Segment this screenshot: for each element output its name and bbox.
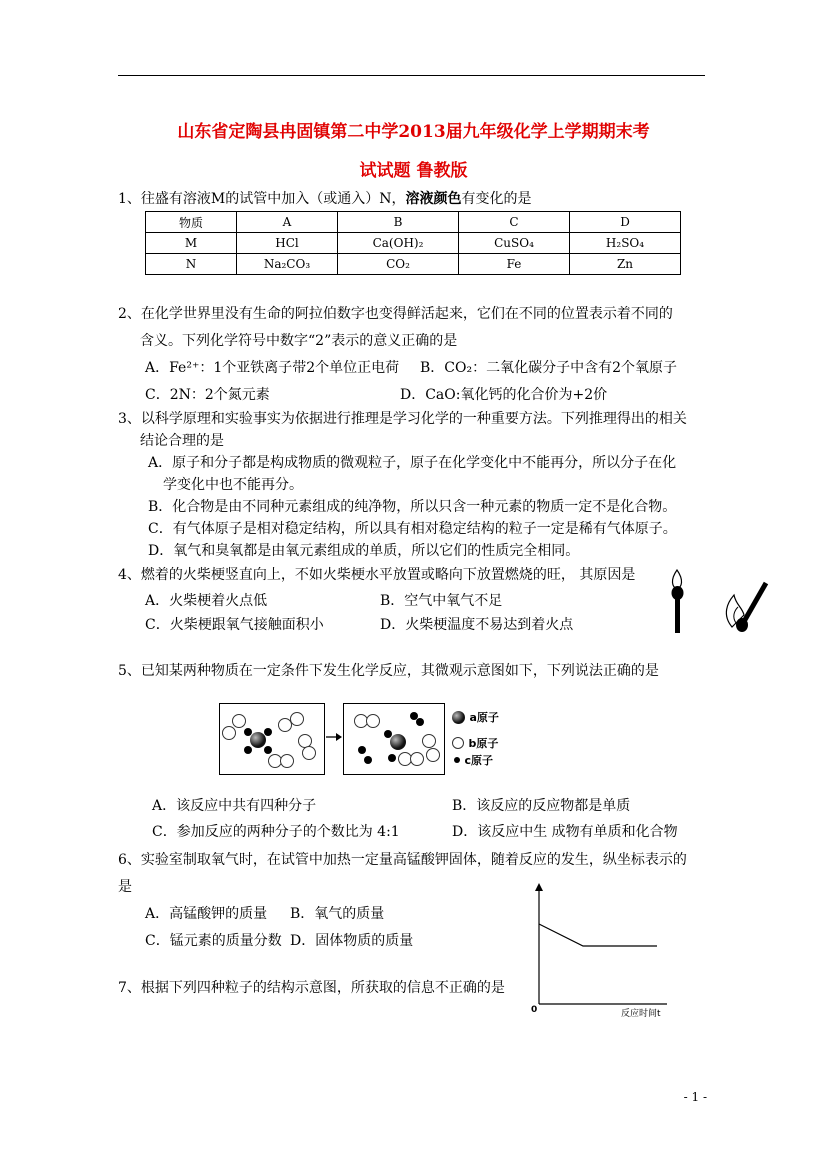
q5-option-a: A．该反应中共有四种分子 [152, 798, 317, 814]
table-cell: A [237, 212, 338, 233]
q5-option-d: D．该反应中生 成物有单质和化合物 [452, 824, 678, 840]
b-atom-icon [452, 737, 464, 749]
c-atom [264, 728, 272, 736]
y-axis-arrow-icon [535, 883, 543, 891]
graph-origin-label: 0 [531, 1005, 538, 1015]
table-row [146, 254, 681, 275]
q2-option-c: C．2N：2个氮元素 [145, 387, 270, 403]
q4-stem: 4、燃着的火柴梗竖直向上，不如火柴梗水平放置或略向下放置燃烧的旺， 其原因是 [118, 567, 636, 583]
a-atom [390, 734, 406, 750]
q6-graph [525, 880, 675, 1020]
q3-option-d: D．氧气和臭氧都是由氧元素组成的单质，所以它们的性质完全相同。 [148, 543, 580, 559]
legend-b: b原子 [452, 735, 498, 751]
q1-stem: 1、往盛有溶液M的试管中加入（或通入）N，溶液颜色有变化的是 [118, 191, 532, 207]
c-atom [264, 746, 272, 754]
q2-option-d: D．CaO:氧化钙的化合价为+2价 [400, 387, 608, 403]
table-cell: 物质 [146, 212, 237, 233]
q6-option-c: C．锰元素的质量分数 [145, 933, 282, 949]
q1-table [145, 211, 681, 275]
c-atom [384, 730, 392, 738]
a-atom-icon [452, 711, 465, 724]
table-cell: HCl [237, 233, 338, 254]
q2-option-b: B．CO₂：二氧化碳分子中含有2个氧原子 [420, 360, 677, 376]
b-atom [232, 714, 246, 728]
b-atom [366, 714, 380, 728]
q5-option-b: B．该反应的反应物都是单质 [452, 798, 631, 814]
table-cell: C [459, 212, 570, 233]
q6-option-b: B．氧气的质量 [290, 906, 385, 922]
b-atom [222, 726, 236, 740]
c-atom [416, 718, 424, 726]
q6-stem-line1: 6、实验室制取氧气时，在试管中加热一定量高锰酸钾固体，随着反应的发生，纵坐标表示的 [118, 852, 687, 868]
q7-stem: 7、根据下列四种粒子的结构示意图，所获取的信息不正确的是 [118, 980, 505, 996]
q4-option-d: D．火柴梗温度不易达到着火点 [380, 617, 574, 633]
c-atom [388, 754, 396, 762]
q3-option-a-line1: A．原子和分子都是构成物质的微观粒子，原子在化学变化中不能再分，所以分子在化 [148, 455, 677, 471]
table-cell: Fe [459, 254, 570, 275]
legend-a: a原子 [452, 709, 499, 725]
b-atom [280, 754, 294, 768]
b-atom [422, 734, 436, 748]
a-atom [250, 732, 266, 748]
q6-stem-line2: 是 [118, 879, 132, 895]
q6-option-a: A．高锰酸钾的质量 [145, 906, 268, 922]
page-number: - 1 - [683, 1090, 707, 1104]
c-atom [244, 746, 252, 754]
q4-option-b: B．空气中氧气不足 [380, 593, 503, 609]
q2-stem-line1: 2、在化学世界里没有生命的阿拉伯数字也变得鲜活起来，它们在不同的位置表示着不同的 [118, 306, 673, 322]
table-row [146, 212, 681, 233]
q3-option-c: C．有气体原子是相对稳定结构，所以具有相对稳定结构的粒子一定是稀有气体原子。 [148, 521, 677, 537]
header-rule [118, 75, 705, 76]
graph-x-label: 反应时间t [621, 1009, 661, 1019]
page-title-line2: 试试题 鲁教版 [359, 161, 468, 181]
c-atom [358, 746, 366, 754]
c-atom [364, 756, 372, 764]
table-cell: H₂SO₄ [570, 233, 681, 254]
tilted-match-icon [726, 583, 766, 632]
table-cell: CO₂ [338, 254, 459, 275]
table-cell: D [570, 212, 681, 233]
c-atom-icon [454, 757, 460, 763]
b-atom [302, 746, 316, 760]
reaction-arrow-icon [325, 730, 343, 744]
b-atom [426, 748, 440, 762]
page-title-line1: 山东省定陶县冉固镇第二中学2013届九年级化学上学期期末考 [177, 122, 650, 142]
table-cell: Zn [570, 254, 681, 275]
b-atom [410, 752, 424, 766]
q3-option-a-line2: 学变化中也不能再分。 [163, 477, 303, 493]
table-row [146, 233, 681, 254]
products-box [343, 703, 445, 775]
c-atom [244, 728, 252, 736]
q3-stem-line2: 结论合理的是 [140, 433, 224, 449]
q6-option-d: D．固体物质的质量 [290, 933, 414, 949]
legend-c: c原子 [454, 752, 493, 768]
match-illustration [662, 565, 772, 640]
b-atom [290, 712, 304, 726]
reactants-box [219, 703, 325, 775]
q4-option-a: A．火柴梗着火点低 [145, 593, 268, 609]
table-cell: CuSO₄ [459, 233, 570, 254]
vertical-match-icon [672, 570, 684, 633]
q5-stem: 5、已知某两种物质在一定条件下发生化学反应，其微观示意图如下，下列说法正确的是 [118, 663, 659, 679]
graph-curve [539, 924, 657, 946]
q3-stem-line1: 3、以科学原理和实验事实为依据进行推理是学习化学的一种重要方法。下列推理得出的相关 [118, 411, 687, 427]
q2-stem-line2: 含义。下列化学符号中数字“2”表示的意义正确的是 [140, 333, 458, 349]
table-cell: N [146, 254, 237, 275]
q2-option-a: A．Fe²⁺：1个亚铁离子带2个单位正电荷 [145, 360, 400, 376]
q3-option-b: B．化合物是由不同种元素组成的纯净物，所以只含一种元素的物质一定不是化合物。 [148, 499, 677, 515]
q4-option-c: C．火柴梗跟氧气接触面积小 [145, 617, 324, 633]
table-cell: B [338, 212, 459, 233]
table-cell: Na₂CO₃ [237, 254, 338, 275]
table-cell: M [146, 233, 237, 254]
q5-option-c: C．参加反应的两种分子的个数比为 4:1 [152, 824, 400, 840]
table-cell: Ca(OH)₂ [338, 233, 459, 254]
